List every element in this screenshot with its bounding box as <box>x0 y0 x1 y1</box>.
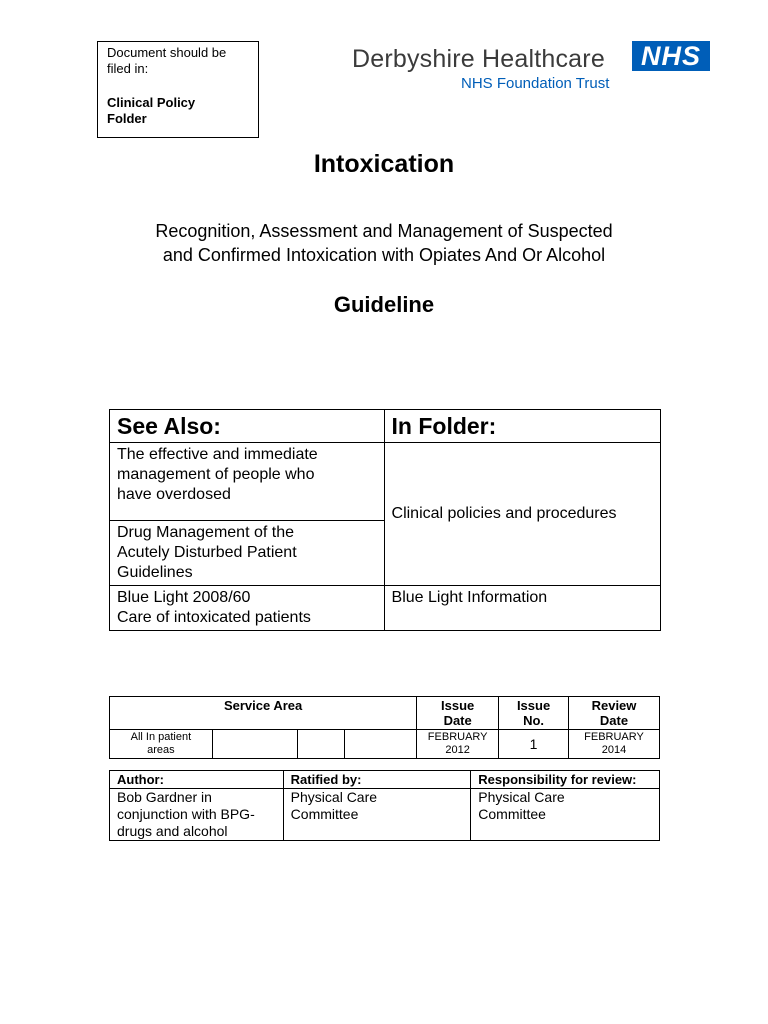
cell-line: All In patient <box>130 731 192 743</box>
review-responsibility-value <box>471 789 660 841</box>
filing-folder-line2: Folder <box>107 111 147 126</box>
cell-line: Physical Care <box>478 789 565 805</box>
in-folder-cell: Blue Light Information <box>384 586 660 631</box>
document-type: Guideline <box>333 292 435 317</box>
cell-line: FEBRUARY <box>584 731 644 743</box>
empty-cell <box>212 730 297 759</box>
cell-line: 2012 <box>445 744 470 756</box>
cell-line: 2014 <box>601 744 627 756</box>
trust-subtitle: NHS Foundation Trust <box>461 75 610 92</box>
filing-folder-line1: Clinical Policy <box>107 95 196 110</box>
cell-line: Acutely Disturbed Patient <box>117 544 297 561</box>
see-also-header: See Also: <box>110 410 385 443</box>
filing-location-box <box>97 41 259 138</box>
trust-name: Derbyshire Healthcare <box>352 45 605 73</box>
cell-line: Care of intoxicated patients <box>117 609 311 626</box>
author-value <box>110 789 284 841</box>
issue-date-header <box>417 697 499 730</box>
header-line: Issue <box>441 698 475 713</box>
trust-logo <box>352 41 712 96</box>
header-line: Review <box>591 698 637 713</box>
cell-line: drugs and alcohol <box>117 823 228 839</box>
subtitle-line1: Recognition, Assessment and Management of Suspected <box>155 221 613 241</box>
service-area-value <box>110 730 213 759</box>
in-folder-cell: Clinical policies and procedures <box>384 443 660 586</box>
review-date-value <box>569 730 660 759</box>
see-also-table <box>109 409 661 631</box>
issue-date-value <box>417 730 499 759</box>
header-line: Date <box>443 713 472 728</box>
cell-line: conjunction with BPG- <box>117 806 255 822</box>
cell-line: areas <box>147 744 175 756</box>
review-responsibility-label: Responsibility for review: <box>471 771 660 789</box>
header-line: No. <box>523 713 545 728</box>
see-also-cell <box>110 586 385 631</box>
issue-no-value: 1 <box>499 730 569 759</box>
document-subtitle <box>100 219 668 267</box>
see-also-cell <box>110 443 385 521</box>
filing-instruction-line1: Document should be <box>107 45 227 60</box>
review-date-header <box>569 697 660 730</box>
cell-line: Bob Gardner in <box>117 789 212 805</box>
subtitle-line2: and Confirmed Intoxication with Opiates And Or Alcohol <box>162 245 606 265</box>
cell-line: management of people who <box>117 466 315 483</box>
service-area-header: Service Area <box>110 697 417 730</box>
header-line: Issue <box>516 698 551 713</box>
empty-cell <box>297 730 345 759</box>
cell-line: The effective and immediate <box>117 446 318 463</box>
cell-line: have overdosed <box>117 486 231 503</box>
cell-line: Guidelines <box>117 564 193 581</box>
authorship-table <box>109 770 660 841</box>
header-line: Date <box>599 713 629 728</box>
filing-instruction-line2: filed in: <box>107 61 149 76</box>
ratified-value <box>283 789 471 841</box>
cell-line: Drug Management of the <box>117 524 294 541</box>
cell-line: Committee <box>478 806 546 822</box>
nhs-badge: NHS <box>632 41 710 71</box>
empty-cell <box>345 730 417 759</box>
cell-line: FEBRUARY <box>427 731 488 743</box>
in-folder-header: In Folder: <box>384 410 660 443</box>
ratified-label: Ratified by: <box>283 771 471 789</box>
cell-line: Physical Care <box>290 789 378 805</box>
see-also-cell <box>110 521 385 586</box>
cell-line: Blue Light 2008/60 <box>117 589 251 606</box>
issue-no-header <box>499 697 569 730</box>
cell-line: Committee <box>290 806 359 822</box>
document-title: Intoxication <box>313 150 455 178</box>
service-area-table <box>109 696 660 759</box>
author-label: Author: <box>110 771 284 789</box>
